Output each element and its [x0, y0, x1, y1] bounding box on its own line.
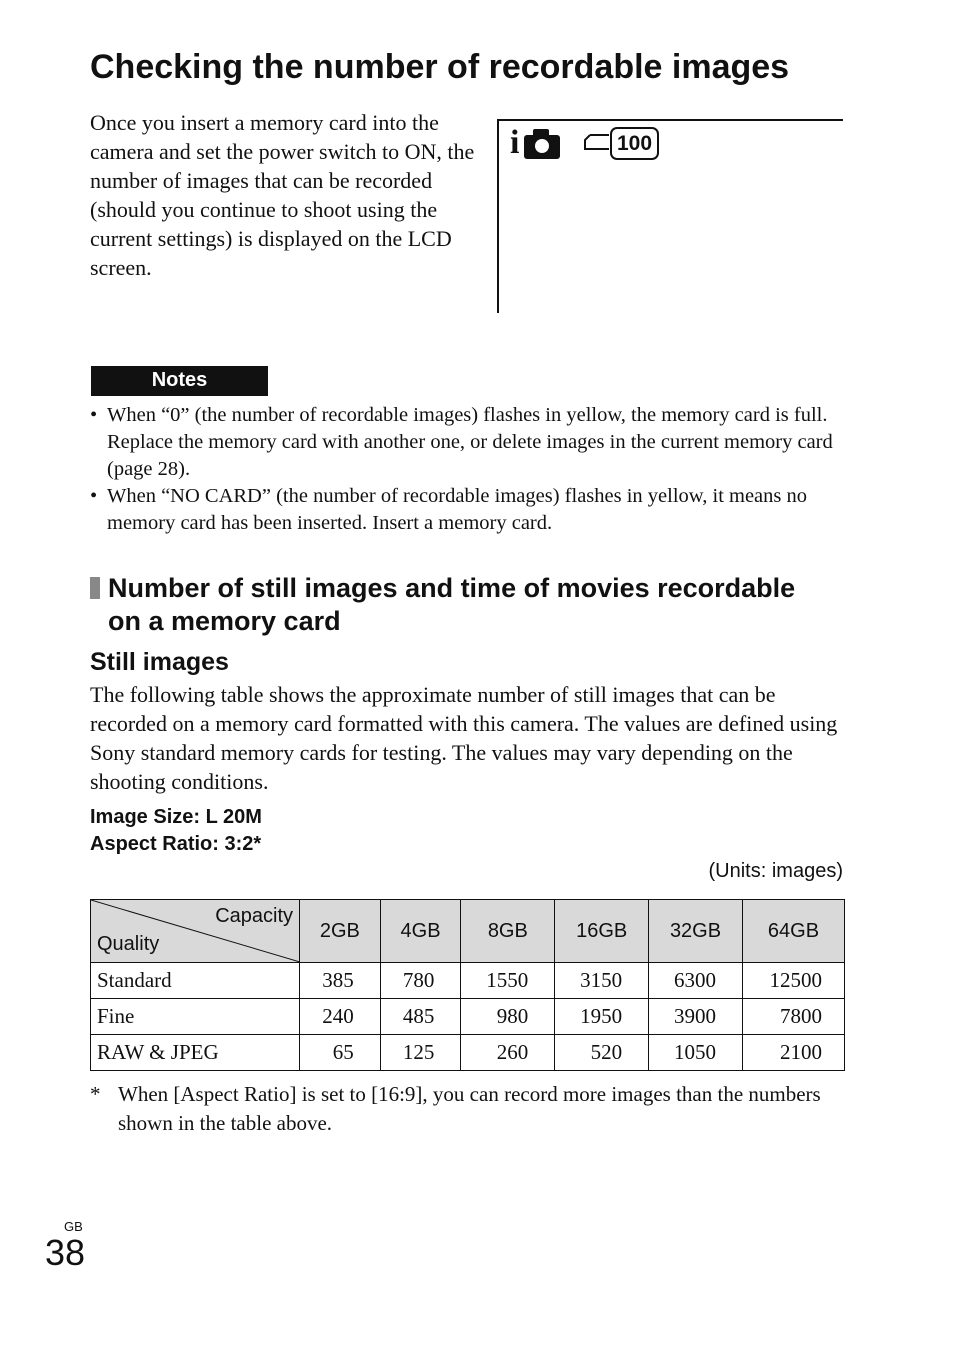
note-text: When “0” (the number of recordable images) flashes in yellow, the memory card is full. Replace the memory card with another one, or delete images in the current memory card (page 28).: [107, 404, 833, 480]
table-cell: 385: [300, 963, 381, 999]
table-cell: 520: [555, 1035, 649, 1071]
table-header-row: [91, 900, 845, 963]
table-cell: 2100: [742, 1035, 844, 1071]
row-label: RAW & JPEG: [91, 1035, 300, 1071]
intro-paragraph: Once you insert a memory card into the camera and set the power switch to ON, the number of images that can be recorded (should you continue to shoot using the current settings) is displayed on the LCD screen.: [90, 110, 475, 280]
table-cell: 980: [461, 999, 555, 1035]
note-text: When “NO CARD” (the number of recordable images) flashes in yellow, it means no memory card has been inserted. Insert a memory card.: [107, 485, 808, 534]
section-heading-line2: on a memory card: [108, 606, 341, 636]
footnote: [90, 1080, 850, 1138]
recordable-count: 100: [610, 127, 659, 160]
footnote-text: When [Aspect Ratio] is set to [16:9], you can record more images than the numbers shown in the table above.: [118, 1082, 821, 1135]
notes-label: Notes: [91, 366, 268, 396]
table-cell: 485: [380, 999, 461, 1035]
table-cell: 240: [300, 999, 381, 1035]
still-images-paragraph: The following table shows the approximate number of still images that can be recorded on a memory card formatted with this camera. The values are defined using Sony standard memory cards for testing. The values may vary depending on the shooting conditions.: [90, 682, 838, 794]
capacity-table: [90, 899, 845, 1071]
units-label: (Units: images): [708, 860, 843, 882]
column-header: 8GB: [461, 900, 555, 963]
table-cell: 6300: [649, 963, 743, 999]
table-cell: 125: [380, 1035, 461, 1071]
table-cell: 7800: [742, 999, 844, 1035]
page-number: 38: [45, 1232, 86, 1273]
aspect-ratio-label: Aspect Ratio: 3:2*: [90, 833, 262, 855]
notes-list: [90, 402, 850, 537]
image-size-label: Image Size: L 20M: [90, 806, 262, 828]
table-row: [91, 999, 845, 1035]
section-marker: [90, 577, 100, 599]
column-header: 64GB: [742, 900, 844, 963]
row-label: Standard: [91, 963, 300, 999]
bullet: •: [90, 404, 98, 426]
i-auto-camera-icon: i: [510, 124, 520, 161]
list-item: [90, 402, 850, 483]
table-cell: 12500: [742, 963, 844, 999]
still-images-heading: Still images: [90, 648, 229, 676]
table-cell: 1950: [555, 999, 649, 1035]
section-heading: [90, 572, 850, 638]
table-cell: 3150: [555, 963, 649, 999]
row-label: Fine: [91, 999, 300, 1035]
table-cell: 1050: [649, 1035, 743, 1071]
list-item: [90, 483, 850, 537]
section-heading-line1: Number of still images and time of movies recordable: [108, 573, 796, 603]
table-corner-cell: [91, 900, 300, 963]
table-row: [91, 963, 845, 999]
memory-card-icon: [584, 134, 610, 152]
page-title: Checking the number of recordable images: [90, 48, 790, 86]
region-label: GB: [64, 1219, 83, 1234]
footnote-marker: *: [90, 1082, 101, 1106]
table-cell: 260: [461, 1035, 555, 1071]
table-cell: 3900: [649, 999, 743, 1035]
table-row: [91, 1035, 845, 1071]
capacity-header: Capacity: [215, 905, 293, 927]
column-header: 4GB: [380, 900, 461, 963]
column-header: 32GB: [649, 900, 743, 963]
table-cell: 780: [380, 963, 461, 999]
quality-header: Quality: [97, 933, 160, 955]
column-header: 16GB: [555, 900, 649, 963]
column-header: 2GB: [300, 900, 381, 963]
table-cell: 1550: [461, 963, 555, 999]
table-cell: 65: [300, 1035, 381, 1071]
lcd-screen-illustration: [497, 119, 843, 313]
bullet: •: [90, 485, 98, 507]
